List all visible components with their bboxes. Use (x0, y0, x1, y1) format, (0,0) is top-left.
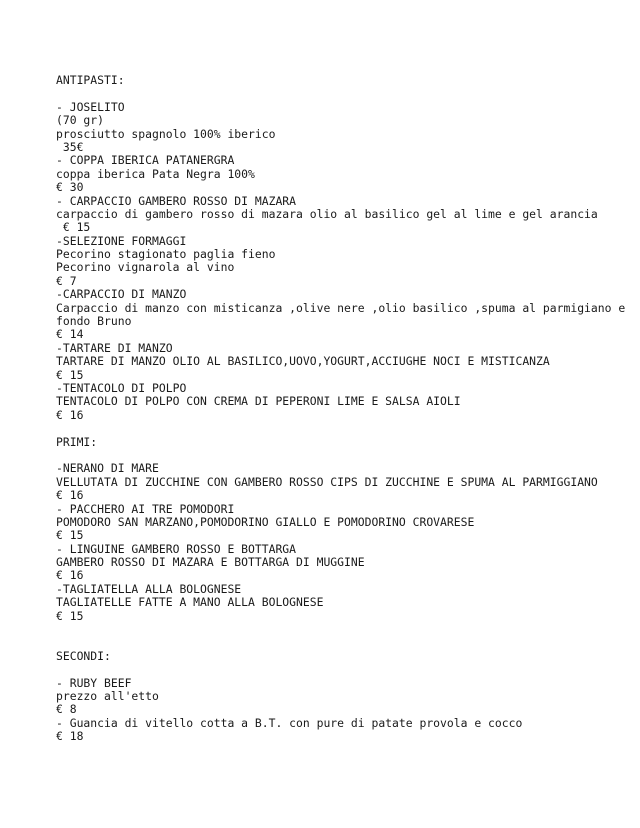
menu-line: - COPPA IBERICA PATANERGRA (56, 153, 235, 168)
menu-price: € 30 (56, 180, 84, 195)
section-primi (56, 436, 636, 623)
menu-line: prosciutto spagnolo 100% iberico (56, 126, 276, 141)
section-heading: PRIMI: (56, 434, 98, 449)
menu-line: coppa iberica Pata Negra 100% (56, 166, 255, 181)
menu-line: - RUBY BEEF (56, 675, 132, 690)
spacer (56, 422, 636, 435)
menu-line: -NERANO DI MARE (56, 461, 159, 476)
menu-line: POMODORO SAN MARZANO,POMODORINO GIALLO E POMODORINO CROVARESE (56, 514, 475, 529)
menu-line: - PACCHERO AI TRE POMODORI (56, 501, 235, 516)
menu-line: -TENTACOLO DI POLPO (56, 380, 187, 395)
menu-line: TAGLIATELLE FATTE A MANO ALLA BOLOGNESE (56, 595, 324, 610)
menu-price: € 7 (56, 273, 77, 288)
menu-price: € 8 (56, 702, 77, 717)
menu-line: -TAGLIATELLA ALLA BOLOGNESE (56, 581, 242, 596)
menu-line: VELLUTATA DI ZUCCHINE CON GAMBERO ROSSO CIPS DI ZUCCHINE E SPUMA AL PARMIGGIANO (56, 474, 598, 489)
menu-price: € 15 (56, 528, 84, 543)
section-heading: ANTIPASTI: (56, 73, 125, 87)
spacer (56, 87, 636, 100)
menu-line: Carpaccio di manzo con misticanza ,olive nere ,olio basilico ,spuma al parmigiano e (56, 300, 626, 315)
section-antipasti (56, 74, 636, 422)
spacer (56, 663, 636, 676)
menu-price: € 14 (56, 327, 84, 342)
menu-line: Pecorino stagionato paglia fieno (56, 247, 276, 262)
menu-line: TENTACOLO DI POLPO CON CREMA DI PEPERONI LIME E SALSA AIOLI (56, 394, 461, 409)
menu-line: - CARPACCIO GAMBERO ROSSO DI MAZARA (56, 193, 297, 208)
menu-line: -CARPACCIO DI MANZO (56, 287, 187, 302)
menu-line: - JOSELITO (56, 99, 125, 114)
menu-price: € 15 (56, 220, 91, 235)
menu-line: GAMBERO ROSSO DI MAZARA E BOTTARGA DI MUGGINE (56, 555, 365, 570)
menu-price: € 16 (56, 407, 84, 422)
menu-line: fondo Bruno (56, 314, 132, 329)
spacer (56, 636, 636, 649)
menu-document (56, 74, 636, 744)
menu-price: € 15 (56, 367, 84, 382)
section-heading: SECONDI: (56, 648, 111, 663)
menu-price: € 16 (56, 568, 84, 583)
menu-line: - LINGUINE GAMBERO ROSSO E BOTTARGA (56, 541, 297, 556)
menu-line: Pecorino vignarola al vino (56, 260, 235, 275)
menu-price: € 15 (56, 608, 84, 623)
menu-line: carpaccio di gambero rosso di mazara olio al basilico gel al lime e gel arancia (56, 206, 598, 221)
menu-line: TARTARE DI MANZO OLIO AL BASILICO,UOVO,YOGURT,ACCIUGHE NOCI E MISTICANZA (56, 354, 550, 369)
section-secondi (56, 650, 636, 744)
menu-line: (70 gr) (56, 113, 105, 128)
spacer (56, 449, 636, 462)
menu-price: € 16 (56, 488, 84, 503)
menu-line: - Guancia di vitello cotta a B.T. con pure di patate provola e cocco (56, 715, 523, 730)
menu-price: € 18 (56, 729, 84, 744)
menu-price: 35€ (56, 139, 84, 154)
menu-line: -TARTARE DI MANZO (56, 340, 173, 355)
menu-line: prezzo all'etto (56, 688, 159, 703)
menu-line: -SELEZIONE FORMAGGI (56, 233, 187, 248)
spacer (56, 623, 636, 636)
